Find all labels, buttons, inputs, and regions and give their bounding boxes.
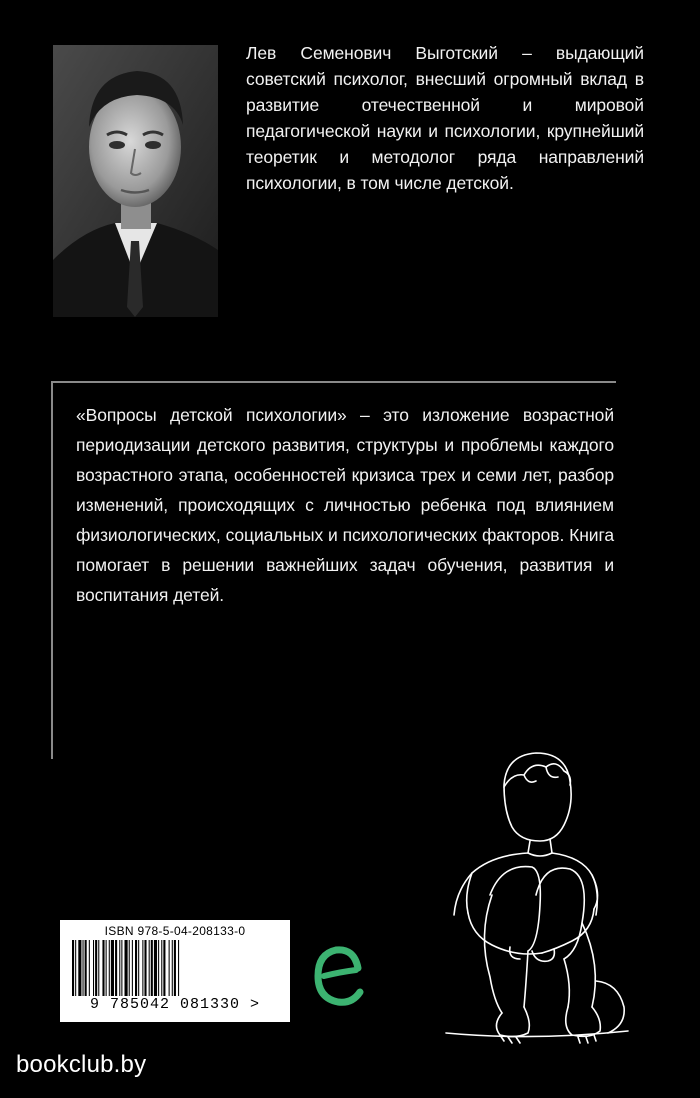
isbn-label: ISBN 978-5-04-208133-0 [104, 924, 246, 938]
author-portrait [53, 45, 218, 317]
child-illustration [432, 745, 632, 1055]
site-watermark: bookclub.by [16, 1051, 147, 1078]
book-description [76, 400, 614, 610]
book-description-text: «Вопросы детской психологии» – это изложение возрастной периодизации детского развития, структуры и проблемы каждого возрастного этапа, особенностей кризиса трех и семи лет, разбор изменений, происходящих с личностью ребенка под влиянием физиологических, социальных и психологических факторов. Книга помогает в решении важнейших задач обучения, развития и воспитания детей. [76, 405, 614, 605]
barcode-bars [70, 940, 280, 996]
publisher-e-logo-icon [314, 942, 364, 1012]
frame-left-line [51, 381, 53, 759]
author-bio [246, 40, 644, 196]
sitting-child-line-drawing [432, 745, 632, 1055]
isbn-barcode [60, 920, 290, 1022]
barcode-digits: 9 785042 081330 > [89, 996, 261, 1013]
author-bio-text: Лев Семенович Выготский – выдающий советский психолог, внесший огромный вклад в развитие отечественной и мировой педагогической науки и психологии, крупнейший теоретик и методолог ряда направлений психологии, в том числе детской. [246, 43, 644, 193]
frame-top-line [51, 381, 616, 383]
publisher-logo [314, 942, 364, 1012]
author-portrait-photo [53, 45, 218, 317]
